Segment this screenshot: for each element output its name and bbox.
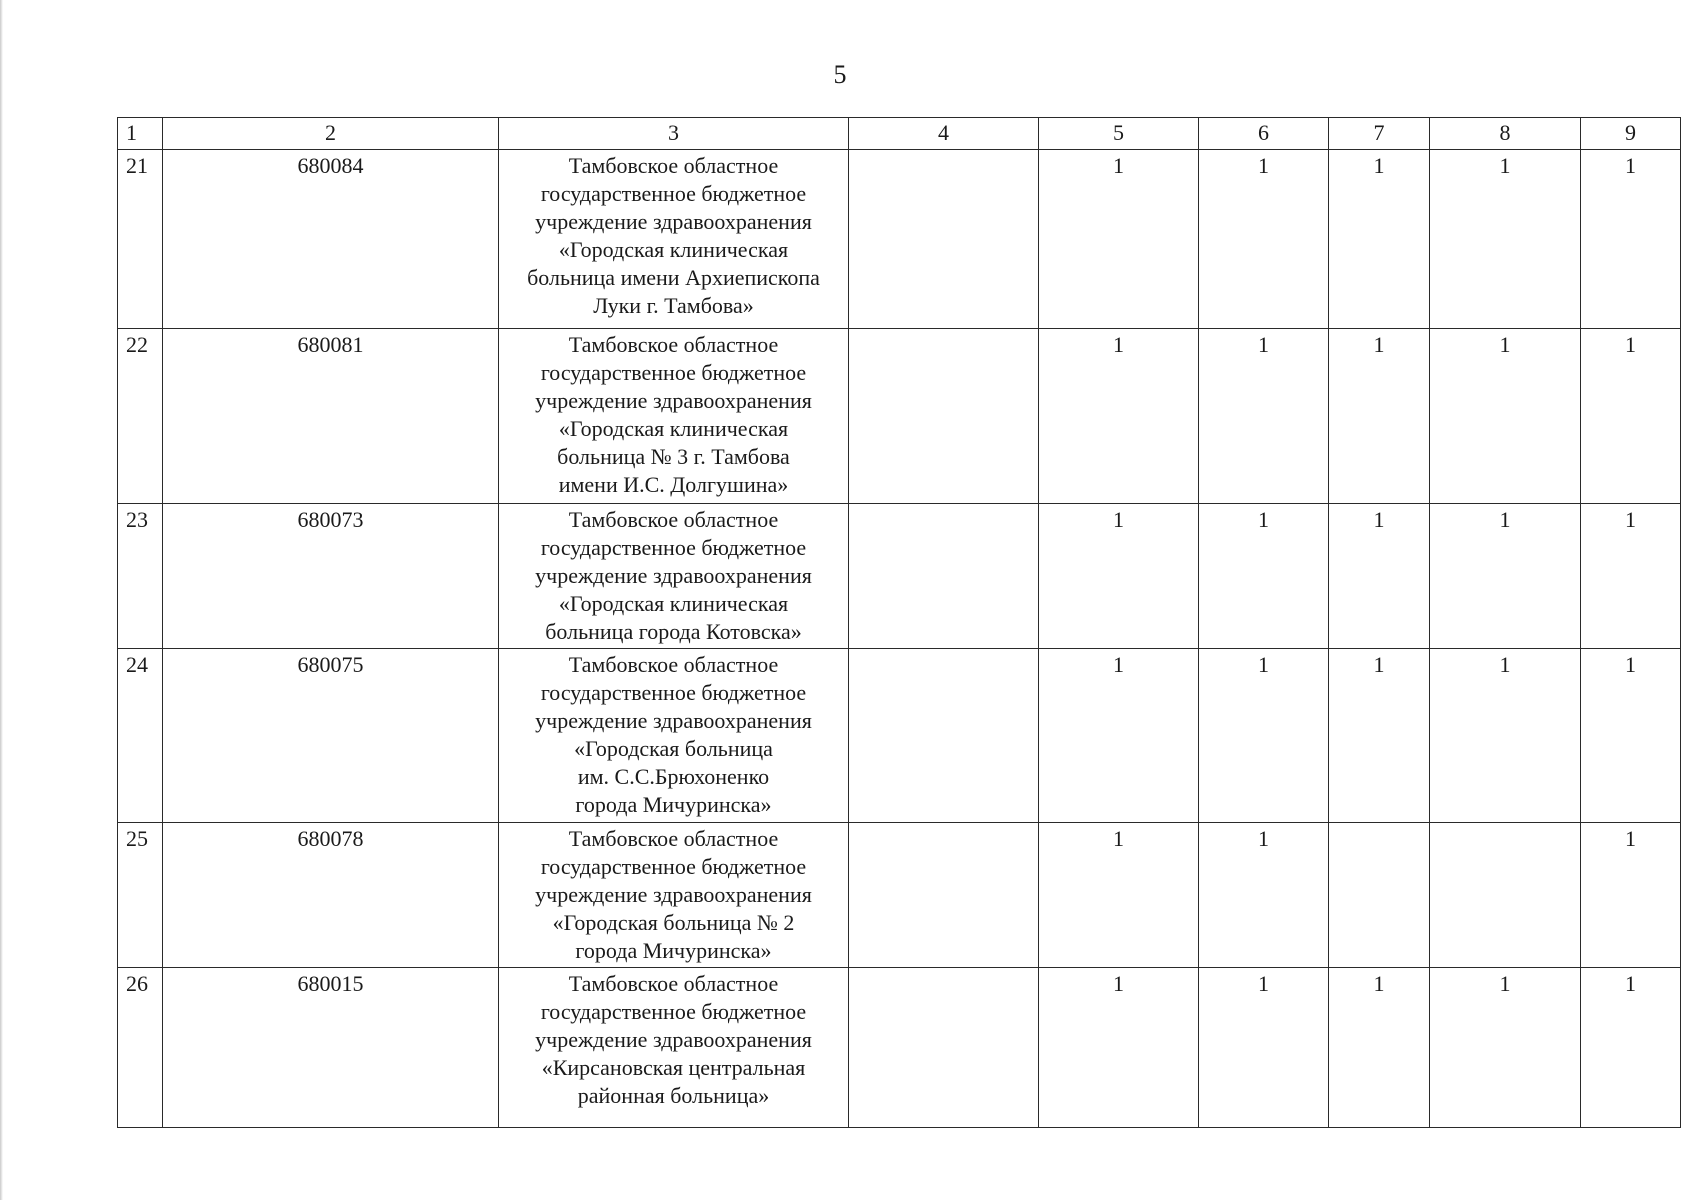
column-7-value: 1 xyxy=(1329,329,1430,504)
column-9-value: 1 xyxy=(1581,823,1681,968)
row-number: 25 xyxy=(118,823,163,968)
column-8-value: 1 xyxy=(1430,968,1581,1128)
table-row xyxy=(118,823,1681,968)
column-header-6: 6 xyxy=(1199,118,1329,150)
row-number: 21 xyxy=(118,150,163,329)
institution-name-line: Тамбовское областное xyxy=(568,652,779,677)
institution-name xyxy=(499,150,849,329)
column-header-7: 7 xyxy=(1329,118,1430,150)
column-5-value: 1 xyxy=(1039,150,1199,329)
column-5-value: 1 xyxy=(1039,504,1199,649)
institution-name-line: учреждение здравоохранения xyxy=(535,708,812,733)
column-4-value xyxy=(849,823,1039,968)
column-8-value: 1 xyxy=(1430,649,1581,823)
institution-name-line: Тамбовское областное xyxy=(568,826,779,851)
column-header-1: 1 xyxy=(118,118,163,150)
institution-name-line: Луки г. Тамбова» xyxy=(593,293,754,318)
institution-name-line: учреждение здравоохранения xyxy=(535,388,812,413)
column-5-value: 1 xyxy=(1039,649,1199,823)
institution-code: 680073 xyxy=(163,504,499,649)
column-number-header-row xyxy=(118,118,1681,150)
column-7-value xyxy=(1329,823,1430,968)
table-row xyxy=(118,504,1681,649)
row-number: 26 xyxy=(118,968,163,1128)
institution-name-line: учреждение здравоохранения xyxy=(535,209,812,234)
institution-name-line: «Городская клиническая xyxy=(558,416,789,441)
column-7-value: 1 xyxy=(1329,150,1430,329)
column-6-value: 1 xyxy=(1199,649,1329,823)
institution-name-line: Тамбовское областное xyxy=(568,971,779,996)
column-4-value xyxy=(849,649,1039,823)
institution-name-line: Тамбовское областное xyxy=(568,507,779,532)
column-7-value: 1 xyxy=(1329,968,1430,1128)
institution-code: 680078 xyxy=(163,823,499,968)
institution-name-line: Тамбовское областное xyxy=(568,332,779,357)
institution-name-line: имени И.С. Долгушина» xyxy=(558,472,789,497)
row-number: 22 xyxy=(118,329,163,504)
column-8-value: 1 xyxy=(1430,504,1581,649)
column-9-value: 1 xyxy=(1581,329,1681,504)
column-6-value: 1 xyxy=(1199,968,1329,1128)
column-5-value: 1 xyxy=(1039,329,1199,504)
table-row xyxy=(118,329,1681,504)
institution-name-line: Тамбовское областное xyxy=(568,153,779,178)
institution-name-line: больница № 3 г. Тамбова xyxy=(557,444,790,469)
row-number: 23 xyxy=(118,504,163,649)
page-number: 5 xyxy=(833,60,847,89)
column-4-value xyxy=(849,150,1039,329)
institution-name-line: учреждение здравоохранения xyxy=(535,882,812,907)
institution-name-line: государственное бюджетное xyxy=(540,360,807,385)
institution-name-line: районная больница» xyxy=(577,1083,770,1108)
institution-name-line: государственное бюджетное xyxy=(540,999,807,1024)
column-4-value xyxy=(849,329,1039,504)
institution-code: 680015 xyxy=(163,968,499,1128)
institution-name-line: больница имени Архиепископа xyxy=(527,265,820,290)
institution-name-line: города Мичуринска» xyxy=(575,792,772,817)
column-header-3: 3 xyxy=(499,118,849,150)
institution-name xyxy=(499,504,849,649)
column-4-value xyxy=(849,968,1039,1128)
table-row xyxy=(118,150,1681,329)
column-5-value: 1 xyxy=(1039,823,1199,968)
institution-name-line: «Городская клиническая xyxy=(558,237,789,262)
column-9-value: 1 xyxy=(1581,649,1681,823)
column-header-8: 8 xyxy=(1430,118,1581,150)
column-header-4: 4 xyxy=(849,118,1039,150)
table-row xyxy=(118,968,1681,1128)
medical-institutions-table xyxy=(117,117,1681,1128)
column-9-value: 1 xyxy=(1581,150,1681,329)
institution-name xyxy=(499,968,849,1128)
institution-name xyxy=(499,329,849,504)
column-6-value: 1 xyxy=(1199,150,1329,329)
institution-name-line: «Городская больница xyxy=(574,736,773,761)
column-8-value xyxy=(1430,823,1581,968)
institution-name xyxy=(499,649,849,823)
institution-code: 680081 xyxy=(163,329,499,504)
institution-name-line: города Мичуринска» xyxy=(575,938,772,963)
column-7-value: 1 xyxy=(1329,649,1430,823)
institution-name-line: «Городская клиническая xyxy=(558,591,789,616)
table-row xyxy=(118,649,1681,823)
column-header-2: 2 xyxy=(163,118,499,150)
institution-name-line: больница города Котовска» xyxy=(545,619,802,644)
column-4-value xyxy=(849,504,1039,649)
institution-name-line: государственное бюджетное xyxy=(540,535,807,560)
scan-edge-shadow xyxy=(0,0,3,1200)
column-6-value: 1 xyxy=(1199,329,1329,504)
column-6-value: 1 xyxy=(1199,823,1329,968)
institution-name-line: государственное бюджетное xyxy=(540,181,807,206)
institution-name-line: учреждение здравоохранения xyxy=(535,563,812,588)
column-8-value: 1 xyxy=(1430,150,1581,329)
column-8-value: 1 xyxy=(1430,329,1581,504)
column-9-value: 1 xyxy=(1581,968,1681,1128)
institution-name-line: «Городская больница № 2 xyxy=(552,910,795,935)
institution-name-line: государственное бюджетное xyxy=(540,854,807,879)
column-header-5: 5 xyxy=(1039,118,1199,150)
institution-name-line: учреждение здравоохранения xyxy=(535,1027,812,1052)
row-number: 24 xyxy=(118,649,163,823)
institution-code: 680084 xyxy=(163,150,499,329)
institution-name-line: государственное бюджетное xyxy=(540,680,807,705)
institution-name-line: им. С.С.Брюхоненко xyxy=(577,764,770,789)
institution-name-line: «Кирсановская центральная xyxy=(541,1055,806,1080)
column-6-value: 1 xyxy=(1199,504,1329,649)
institution-code: 680075 xyxy=(163,649,499,823)
institution-name xyxy=(499,823,849,968)
column-5-value: 1 xyxy=(1039,968,1199,1128)
column-7-value: 1 xyxy=(1329,504,1430,649)
column-header-9: 9 xyxy=(1581,118,1681,150)
column-9-value: 1 xyxy=(1581,504,1681,649)
